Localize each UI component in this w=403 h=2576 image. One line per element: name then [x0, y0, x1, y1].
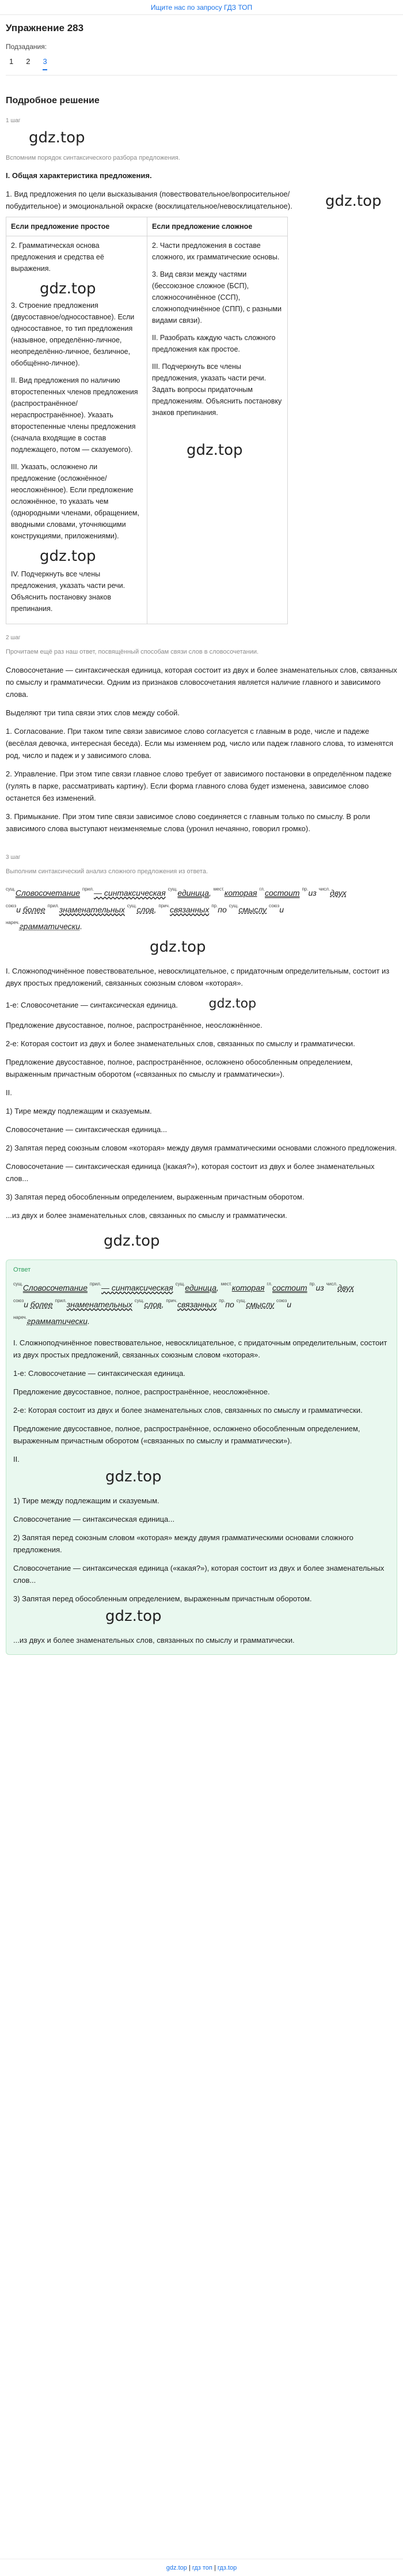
step-3-label: 3 шаг: [6, 854, 21, 861]
table-item: II. Вид предложения по наличию второстепенных членов предложения (распространённое/нераспространённое). Указать второстепенные члены предложения (сначала входящие в состав подлежащего, потом — сказуемого).: [11, 376, 138, 454]
table-cell-complex: [147, 236, 288, 624]
table-header-simple: Если предложение простое: [6, 217, 147, 236]
footer-separator: |: [214, 2564, 216, 2571]
analysis-line: Предложение двусоставное, полное, распространённое, осложнено обособленным определением, выраженным причастным оборотом («связанных по смыслу и грамматически»).: [6, 1058, 353, 1078]
step-1-heading: I. Общая характеристика предложения.: [6, 171, 152, 180]
watermark: gdz.top: [150, 938, 206, 956]
watermark-row: [104, 1229, 397, 1253]
answer-line: Словосочетание — синтаксическая единица («какая?»), которая состоит из двух и более знаменательных слов...: [13, 1564, 385, 1585]
table-item: III. Подчеркнуть все члены предложения, указать части речи. Задать вопросы придаточным предложениям. Объяснить постановку знаков препинания.: [152, 363, 282, 417]
watermark: gdz.top: [29, 129, 85, 146]
footer-separator: |: [188, 2564, 191, 2571]
footer-link-1[interactable]: gdz.top: [166, 2564, 187, 2571]
step-3-note: Выполним синтаксический анализ сложного предложения из ответа.: [6, 868, 208, 875]
analysis-line: 2-е: Которая состоит из двух и более знаменательных слов, связанных по смыслу и грамматически.: [6, 1039, 355, 1048]
analysis-line: 1) Тире между подлежащим и сказуемым.: [6, 1107, 152, 1115]
analysis-line: II.: [6, 1088, 12, 1097]
answer-line: Предложение двусоставное, полное, распространённое, неосложнённое.: [13, 1387, 270, 1396]
footer-link-2[interactable]: гдз топ: [192, 2564, 212, 2571]
divider: [6, 75, 397, 76]
watermark: gdz.top: [40, 548, 96, 565]
table-item: III. Указать, осложнено ли предложение (осложнённое/неосложнённое). Если предложение осложнённое, то указать чем (однородными членами, обращением, вводными словами, уточняющими конструкциями, приложениями).: [11, 463, 139, 540]
answer-tag: Ответ: [13, 1266, 31, 1273]
answer-line: 1-е: Словосочетание — синтаксическая единица.: [13, 1369, 185, 1378]
answer-line: II.: [13, 1455, 20, 1464]
answer-line: I. Сложноподчинённое повествовательное, невосклицательное, с придаточным определительным, состоит из двух простых предложений, связанных союзным словом «которая».: [13, 1338, 387, 1359]
analysis-line: ...из двух и более знаменательных слов, связанных по смыслу и грамматически.: [6, 1211, 287, 1220]
analysis-line: 3) Запятая перед обособленным определением, выраженным причастным оборотом.: [6, 1193, 305, 1201]
analysis-line: I. Сложноподчинённое повествовательное, невосклицательное, с придаточным определительным, состоит из двух простых предложений, связанных союзным словом «которая».: [6, 967, 390, 987]
footer-link-3[interactable]: гдз.top: [217, 2564, 237, 2571]
answer-line: 1) Тире между подлежащим и сказуемым.: [13, 1496, 159, 1505]
answer-line: Словосочетание — синтаксическая единица...: [13, 1515, 175, 1523]
table-cell-simple: [6, 236, 147, 624]
step-2-note: Прочитаем ещё раз наш ответ, посвящённый способам связи слов в словосочетании.: [6, 648, 259, 655]
step-2-paragraph: 3. Примыкание. При этом типе связи зависимое слово соединяется с главным только по смыслу. В роли зависимого слова выступают неизменяемые слова (уронил нечаянно, говорил громко).: [6, 812, 370, 833]
step-2-paragraph: 1. Согласование. При таком типе связи зависимое слово согласуется с главным в роде, числе и падеже (весёлая девочка, интересная беседа). Если мы изменяем род, число или падеж главного слова, то изменятся род, число и падеж и у зависимого слова.: [6, 727, 394, 760]
watermark-row: [105, 1465, 390, 1488]
tab-1[interactable]: 1: [9, 57, 14, 66]
watermark: gdz.top: [105, 1468, 162, 1485]
tab-3[interactable]: 3: [43, 56, 47, 70]
analysis-line: Предложение двусоставное, полное, распространённое, неосложнённое.: [6, 1021, 263, 1029]
content: [0, 22, 403, 1655]
watermark: gdz.top: [104, 1232, 160, 1250]
analysis-line: Словосочетание — синтаксическая единица...: [6, 1125, 168, 1134]
step-2-paragraph: 2. Управление. При этом типе связи главное слово требует от зависимого постановки в определённом падеже (гулять в парке, рассматривать картину). Если форма главного слова будет изменена, зависимое слово останется без изменений.: [6, 770, 392, 802]
subtasks-label: Подзадания:: [6, 43, 47, 51]
page-title: Упражнение 283: [6, 22, 84, 33]
watermark-row: [105, 1605, 390, 1628]
parsed-sentence: $^{сущ.}$Словосочетание $^{прил.}$— синтаксическая $^{сущ.}$единица, $^{мест.}$которая $^{гл.}$состоит $^{пр.}$из $^{числ.}$двух $^{союз}$и более $^{прил.}$знаменательных $^{сущ.}$слов, $^{прич.}$связанных $^{пр.}$по $^{сущ.}$смыслу $^{союз}$и $^{нареч.}$грамматически.: [13, 1281, 354, 1326]
answer-line: 3) Запятая перед обособленным определением, выраженным причастным оборотом.: [13, 1594, 312, 1603]
step-2-paragraph: Выделяют три типа связи этих слов между собой.: [6, 708, 180, 717]
table-item: II. Разобрать каждую часть сложного предложения как простое.: [152, 334, 276, 353]
analysis-line: 1-е: Словосочетание — синтаксическая единица. gdz.top: [6, 997, 257, 1011]
step-2-paragraph: Словосочетание — синтаксическая единица, которая состоит из двух и более знаменательных слов, связанных по смыслу и грамматически. Одним из признаков словосочетания является наличие главного и зависимого слова.: [6, 666, 397, 699]
watermark: gdz.top: [105, 1608, 162, 1625]
step-1-paragraph: 1. Вид предложения по цели высказывания (повествовательное/вопросительное/побудительное) и эмоциональной окраске (восклицательное/невосклицательное).: [6, 190, 292, 210]
answer-line: ...из двух и более знаменательных слов, связанных по смыслу и грамматически.: [13, 1636, 295, 1645]
watermark-row: [29, 126, 397, 149]
top-banner: [0, 0, 403, 15]
comparison-table: [6, 217, 288, 624]
table-item: 3. Вид связи между частями (бессоюзное сложное (БСП), сложносочинённое (ССП), сложноподчинённое (СПП), с разными видами связи).: [152, 270, 282, 325]
footer: [0, 2559, 403, 2576]
analysis-line: Словосочетание — синтаксическая единица (|какая?»), которая состоит из двух и более знаменательных слов...: [6, 1162, 375, 1183]
table-item: 3. Строение предложения (двусоставное/односоставное). Если односоставное, то тип предложения (назывное, определённо-личное, неопределённо-личное, безличное, обобщённо-личное).: [11, 301, 135, 367]
watermark: gdz.top: [40, 280, 96, 297]
subtask-tabs: [6, 56, 397, 70]
analysis-line: 2) Запятая перед союзным словом «которая» между двумя грамматическими основами сложного предложения.: [6, 1144, 397, 1152]
parsed-sentence: $^{сущ.}$Словосочетание $^{прил.}$— синтаксическая $^{сущ.}$единица, $^{мест.}$которая $^{гл.}$состоит $^{пр.}$из $^{числ.}$двух $^{союз}$и более $^{прил.}$знаменательных $^{сущ.}$слов, $^{прич.}$связанных $^{пр.}$по $^{сущ.}$смыслу $^{союз}$и $^{нареч.}$грамматически.: [6, 887, 347, 931]
step-1-note: Вспомним порядок синтаксического разбора предложения.: [6, 154, 180, 161]
answer-block: [6, 1259, 397, 1655]
answer-line: 2) Запятая перед союзным словом «которая» между двумя грамматическими основами сложного предложения.: [13, 1533, 353, 1554]
watermark: gdz.top: [187, 442, 243, 459]
table-item: 2. Грамматическая основа предложения и средства её выражения.: [11, 242, 104, 273]
answer-line: Предложение двусоставное, полное, распространённое, осложнено обособленным определением, выраженным причастным оборотом («связанных по смыслу и грамматически»).: [13, 1424, 360, 1445]
top-banner-link[interactable]: Ищите нас по запросу ГДЗ ТОП: [150, 3, 253, 12]
step-2-label: 2 шаг: [6, 635, 21, 641]
table-header-complex: Если предложение сложное: [147, 217, 288, 236]
tab-2[interactable]: 2: [26, 57, 31, 66]
answer-line: 2-е: Которая состоит из двух и более знаменательных слов, связанных по смыслу и грамматически.: [13, 1406, 363, 1415]
step-1-label: 1 шаг: [6, 118, 21, 124]
solution-heading: Подробное решение: [6, 96, 100, 105]
table-item: 2. Части предложения в составе сложного, их грамматические основы.: [152, 242, 280, 261]
watermark-row: [150, 936, 397, 959]
watermark: gdz.top: [325, 193, 382, 210]
table-item: IV. Подчеркнуть все члены предложения, указать части речи. Объяснить постановку знаков препинания.: [11, 570, 126, 613]
